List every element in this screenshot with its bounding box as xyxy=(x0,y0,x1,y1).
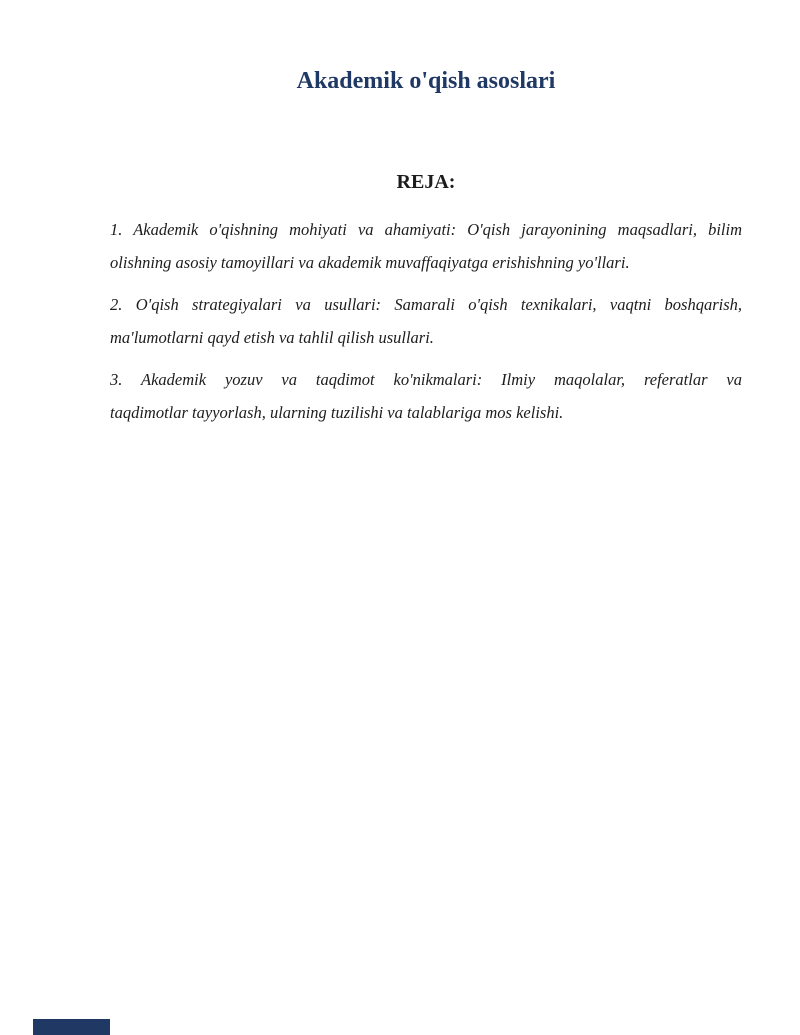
paragraph-3 xyxy=(110,363,742,429)
document-body xyxy=(110,213,742,429)
section-heading-reja: REJA: xyxy=(396,171,456,193)
paragraph-2-line-1: 2. O'qish strategiyalari va usullari: Samarali o'qish texnikalari, vaqtni boshqarish, xyxy=(110,295,742,314)
paragraph-1-line-1: 1. Akademik o'qishning mohiyati va ahamiyati: O'qish jarayonining maqsadlari, bilim xyxy=(110,220,742,239)
paragraph-2-line-2: ma'lumotlarni qayd etish va tahlil qilish usullari. xyxy=(110,328,434,347)
document-content-column xyxy=(110,0,742,438)
paragraph-3-line-2: taqdimotlar tayyorlash, ularning tuzilishi va talablariga mos kelishi. xyxy=(110,403,564,422)
document-title: Akademik o'qish asoslari xyxy=(296,68,556,94)
paragraph-3-line-1: 3. Akademik yozuv va taqdimot ko'nikmalari: Ilmiy maqolalar, referatlar va xyxy=(110,370,742,389)
paragraph-1-line-2: olishning asosiy tamoyillari va akademik muvaffaqiyatga erishishning yo'llari. xyxy=(110,253,630,272)
bottom-left-accent-fragment xyxy=(33,1019,110,1035)
paragraph-1 xyxy=(110,213,742,279)
paragraph-2 xyxy=(110,288,742,354)
